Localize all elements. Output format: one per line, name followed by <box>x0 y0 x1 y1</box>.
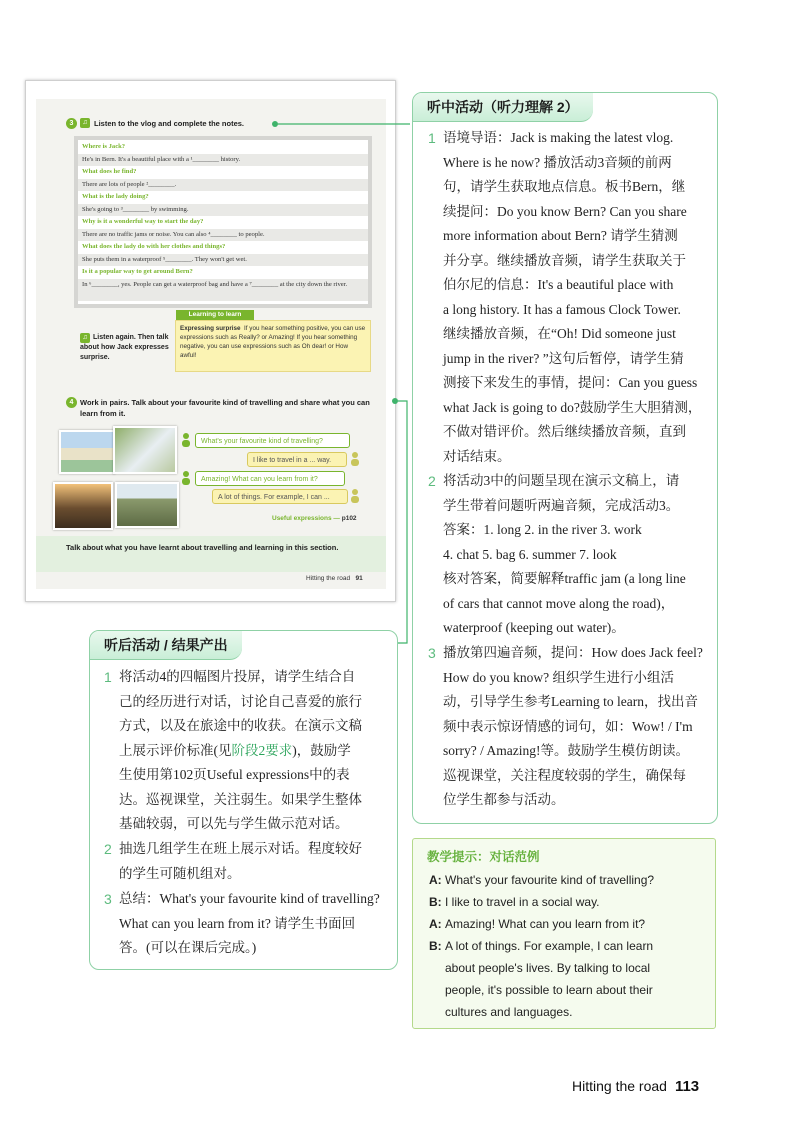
ltl-heading: Expressing surprise <box>180 325 241 332</box>
while-listening-box <box>412 92 718 824</box>
ltl-text: If you hear something positive, you can use expressions such as Really? or Amazing! If you hear something negative, you can use expressions such as Oh dear! or How awful! <box>180 325 366 359</box>
stage-2-link[interactable]: 阶段2要求 <box>231 742 293 758</box>
note-question: Is it a popular way to get around Bern? <box>82 268 193 275</box>
page-footer <box>572 1078 699 1095</box>
bubble-b2: A lot of things. For example, I can ... <box>212 489 348 504</box>
teaching-tip-box <box>412 838 716 1029</box>
task-4-title: Work in pairs. Talk about your favourite kind of travelling and share what you can learn from it. <box>80 398 370 418</box>
post-item-3: 3 总结：What's your favourite kind of travelling? What can you learn from it? 请学生书面回 答。(可以在课后完成。) <box>119 887 391 961</box>
bubble-a2: Amazing! What can you learn from it? <box>195 471 345 486</box>
post-item-1: 1 将活动4的四幅图片投屏，请学生结合自 己的经历进行对话，讨论自己喜爱的旅行 方式，以及在旅途中的收获。在演示文稿 上展示评价标准(见阶段2要求)，鼓励学 生使用第102页Useful expressions中的表 达。巡视课堂，关注弱生。如果学生整体 基础较弱，可以先与学生做示范对话。 <box>119 665 391 837</box>
student-book-footer: Hitting the road 91 <box>306 575 363 582</box>
while-item-3: 3 播放第四遍音频，提问：How does Jack feel? How do you know? 组织学生进行小组活 动，引导学生参考Learning to learn，找出音 频中表示惊讶情感的词句，如：Wow! / I'm sorry? / Amazing!等。鼓励学生模仿朗读。 巡视课堂，关注程度较弱的学生，确保每 位学生都参与活动。 <box>443 641 713 813</box>
post-line-with-link: 上展示评价标准(见阶段2要求)，鼓励学 <box>119 742 351 758</box>
item-number: 1 <box>104 669 112 685</box>
note-answer: There are lots of people ²________. <box>78 179 368 191</box>
speaker-a-icon <box>181 433 191 447</box>
task-3-title: Listen to the vlog and complete the notes. <box>94 119 245 128</box>
note-answer: There are no traffic jams or noise. You can also ⁴________ to people. <box>78 229 368 241</box>
item-number: 3 <box>104 891 112 907</box>
item-number: 2 <box>104 841 112 857</box>
task-4-number: 4 <box>66 397 77 408</box>
dialogue-line: cultures and languages. <box>445 1005 573 1019</box>
dialogue-line: people, it's possible to learn about their <box>445 983 653 997</box>
bubble-a1: What's your favourite kind of travelling? <box>195 433 350 448</box>
note-answer: In ⁶________, yes. People can get a waterproof bag and have a ⁷________ at the city down the river. <box>78 279 368 301</box>
listen-again-text: ♫ Listen again. Then talk about how Jack expresses surprise. <box>80 334 169 361</box>
note-answer: She's going to ³________ by swimming. <box>78 204 368 216</box>
footer-title: Hitting the road <box>572 1078 667 1094</box>
task-3-number: 3 <box>66 118 77 129</box>
post-item-2: 2 抽选几组学生在班上展示对话。程度较好 的学生可随机组对。 <box>119 837 391 886</box>
while-item-1: 1 语境导语：Jack is making the latest vlog. Where is he now? 播放活动3音频的前两 句，请学生获取地点信息。板书Bern，继 续提问：Do you know Bern? Can you share more information about Bern? 请学生猜测 并分享。继续播放音频，请学生获取关于 伯尔尼的信息：It's a beautiful place with a long history. It has a famous Clock Tower. 继续播放音频，在“Oh! Did someone just jump in the river? ”这句后暂停，请学生猜 测接下来发生的事情，提问：Can you guess what Jack is going to do?鼓励学生大胆猜测， 不做对错评价。然后继续播放音频，直到 对话结束。 <box>443 126 713 469</box>
headphones-icon: ♫ <box>80 118 90 128</box>
dialogue-line: B: I like to travel in a social way. <box>429 895 600 909</box>
photo-campfire <box>53 482 113 530</box>
speaker-a-icon <box>181 471 191 485</box>
dialogue-line: A: Amazing! What can you learn from it? <box>429 917 646 931</box>
photo-hikers <box>115 482 179 528</box>
useful-expressions-ref: Useful expressions — p102 <box>272 515 357 522</box>
bubble-b1: I like to travel in a ... way. <box>247 452 347 467</box>
dialogue-line: A: What's your favourite kind of travelling? <box>429 873 655 887</box>
note-question: What is the lady doing? <box>82 193 149 200</box>
note-question: Why is it a wonderful way to start the day? <box>82 218 204 225</box>
photo-group <box>113 426 177 474</box>
item-number: 2 <box>428 473 436 489</box>
headphones-icon: ♫ <box>80 333 90 343</box>
teaching-tip-title: 教学提示：对话范例 <box>427 850 540 864</box>
travel-photos <box>53 430 177 530</box>
learning-to-learn-tab: Learning to learn <box>176 310 254 320</box>
post-listening-title: 听后活动 / 结果产出 <box>90 631 242 660</box>
page-number: 113 <box>674 1078 700 1095</box>
photo-beach <box>59 430 115 474</box>
note-answer: He's in Bern. It's a beautiful place with a ¹________ history. <box>78 154 368 166</box>
note-answer: She puts them in a waterproof ⁵________. They won't get wet. <box>78 254 368 266</box>
dialogue-line: about people's lives. By talking to local <box>445 961 651 975</box>
connector-lines <box>270 95 420 655</box>
dialogue-line: B: A lot of things. For example, I can learn <box>429 939 654 953</box>
while-item-2: 2 将活动3中的问题呈现在演示文稿上，请 学生带着问题听两遍音频，完成活动3。 答案：1. long 2. in the river 3. work 4. chat 5. bag 6. summer 7. look 核对答案，简要解释traffic jam (a long line of cars that cannot move along the road)， waterproof (keeping out water)。 <box>443 469 713 641</box>
talk-about-section: Talk about what you have learnt about travelling and learning in this section. <box>66 543 339 552</box>
while-listening-title: 听中活动（听力理解 2） <box>413 93 593 122</box>
note-question: Where is Jack? <box>82 143 126 150</box>
item-number: 1 <box>428 130 436 146</box>
post-listening-box <box>89 630 398 970</box>
item-number: 3 <box>428 645 436 661</box>
note-question: What does the lady do with her clothes and things? <box>82 243 226 250</box>
note-question: What does he find? <box>82 168 137 175</box>
